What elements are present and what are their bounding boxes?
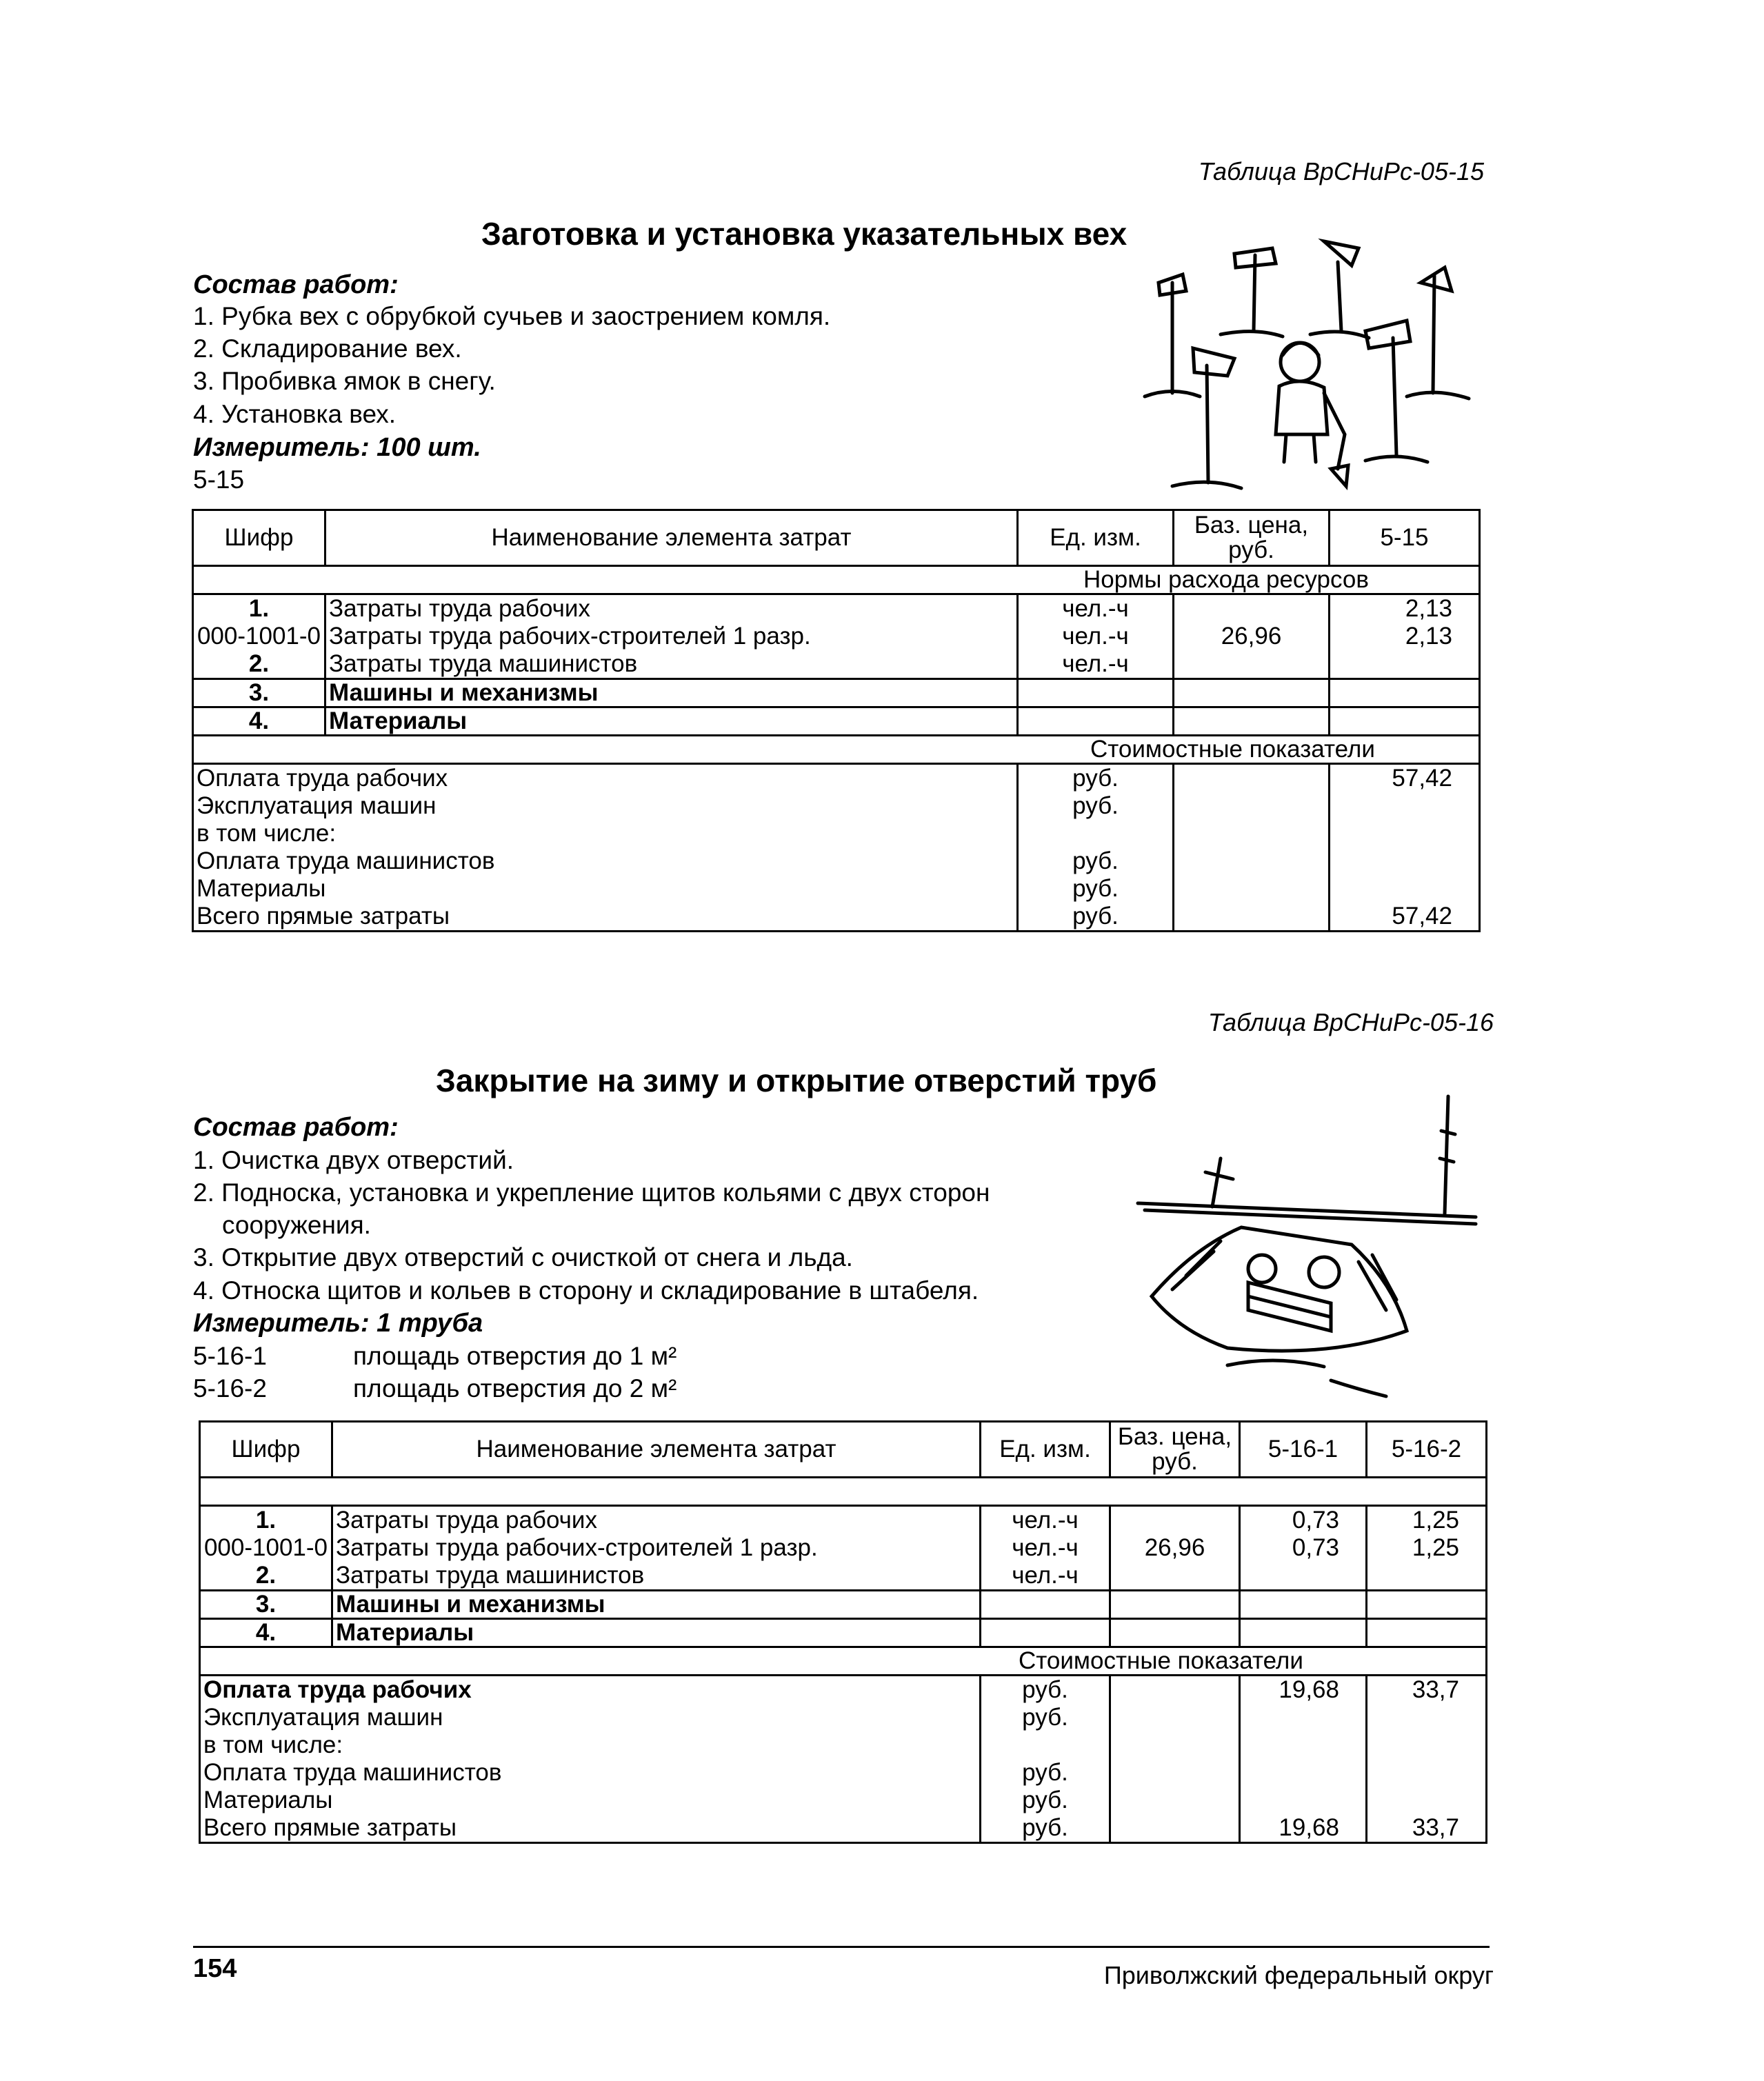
composition-item: 3. Открытие двух отверстий с очисткой от снега и льда. <box>193 1243 853 1271</box>
header-col1: 5-15 <box>1330 510 1480 566</box>
measure-label: Измеритель: 1 труба <box>193 1309 483 1338</box>
row-name: Машины и механизмы <box>332 1591 981 1619</box>
norms-header <box>200 1478 1487 1506</box>
measure-label: Измеритель: 100 шт. <box>193 433 481 462</box>
table-header-row <box>193 510 1480 566</box>
row-name: Материалы <box>325 707 1018 736</box>
header-col1: 5-16-1 <box>1240 1422 1367 1478</box>
norm-values: 2,13 2,13 <box>1330 594 1480 679</box>
norms-header-row <box>200 1478 1487 1506</box>
row-code: 3. <box>193 679 325 707</box>
variant-code: 5-16-2 <box>193 1374 267 1403</box>
marker-poles-illustration <box>1131 228 1490 503</box>
norms-header-row <box>193 566 1480 594</box>
composition-item: 1. Рубка вех с обрубкой сучьев и заострением комля. <box>193 302 831 330</box>
header-unit: Ед. изм. <box>1018 510 1174 566</box>
cost-names: Оплата труда рабочих Эксплуатация машин в том числе: Оплата труда машинистов Материалы Всего прямые затраты <box>193 764 1018 932</box>
norm-names: Затраты труда рабочих Затраты труда рабочих-строителей 1 разр. Затраты труда машинистов <box>325 594 1018 679</box>
table-row <box>200 1506 1487 1591</box>
pipe-closing-illustration <box>1124 1083 1483 1407</box>
header-code: Шифр <box>193 510 325 566</box>
norm-units: чел.-ч чел.-ч чел.-ч <box>1018 594 1174 679</box>
header-price: Баз. цена, руб. <box>1110 1422 1240 1478</box>
cost-header: Стоимостные показатели <box>193 736 1480 764</box>
table-row <box>193 707 1480 736</box>
row-code: 4. <box>200 1619 332 1647</box>
cost-header-row <box>193 736 1480 764</box>
variant-desc: площадь отверстия до 1 м² <box>353 1342 677 1370</box>
composition-item: 4. Относка щитов и кольев в сторону и складирование в штабеля. <box>193 1276 979 1305</box>
norm-units: чел.-ч чел.-ч чел.-ч <box>981 1506 1110 1591</box>
composition-item: 2. Складирование вех. <box>193 334 462 363</box>
cost-values: 57,42 57,42 <box>1330 764 1480 932</box>
section-title: Закрытие на зиму и открытие отверстий труб <box>436 1063 1157 1098</box>
composition-label: Состав работ: <box>193 270 399 299</box>
cost-names: Оплата труда рабочих Эксплуатация машин в том числе: Оплата труда машинистов Материалы Всего прямые затраты <box>200 1676 981 1843</box>
page-number: 154 <box>193 1954 237 1983</box>
composition-item: 2. Подноска, установка и укрепление щитов кольями с двух сторон <box>193 1178 990 1207</box>
norm-codes: 1. 000-1001-0 2. <box>193 594 325 679</box>
norm-values-col1: 0,73 0,73 <box>1240 1506 1367 1591</box>
cost-header: Стоимостные показатели <box>200 1647 1487 1676</box>
table-row <box>200 1676 1487 1843</box>
variant-code: 5-16-1 <box>193 1342 267 1370</box>
cost-values-col1: 19,68 19,68 <box>1240 1676 1367 1843</box>
norm-prices: 26,96 <box>1110 1506 1240 1591</box>
header-col2: 5-16-2 <box>1367 1422 1487 1478</box>
header-code: Шифр <box>200 1422 332 1478</box>
composition-item: 4. Установка вех. <box>193 400 397 428</box>
cost-table <box>199 1420 1487 1844</box>
norm-prices: 26,96 <box>1174 594 1330 679</box>
composition-label: Состав работ: <box>193 1113 399 1142</box>
section-title: Заготовка и установка указательных вех <box>481 216 1127 252</box>
cost-table <box>192 509 1481 932</box>
cost-values-col2: 33,7 33,7 <box>1367 1676 1487 1843</box>
row-name: Материалы <box>332 1619 981 1647</box>
row-code: 4. <box>193 707 325 736</box>
composition-item: 3. Пробивка ямок в снегу. <box>193 367 496 395</box>
table-header-row <box>200 1422 1487 1478</box>
cost-units: руб. руб. руб. руб. руб. <box>981 1676 1110 1843</box>
table-row <box>193 764 1480 932</box>
header-price: Баз. цена, руб. <box>1174 510 1330 566</box>
norm-codes: 1. 000-1001-0 2. <box>200 1506 332 1591</box>
row-code: 3. <box>200 1591 332 1619</box>
cost-header-row <box>200 1647 1487 1676</box>
code-label: 5-15 <box>193 465 245 494</box>
table-caption: Таблица ВрСНиРс-05-16 <box>1207 1008 1494 1036</box>
norm-values-col2: 1,25 1,25 <box>1367 1506 1487 1591</box>
footer-region: Приволжский федеральный округ <box>1103 1961 1494 1989</box>
header-name: Наименование элемента затрат <box>325 510 1018 566</box>
table-row <box>200 1619 1487 1647</box>
cost-units: руб. руб. руб. руб. руб. <box>1018 764 1174 932</box>
composition-item: 1. Очистка двух отверстий. <box>193 1146 514 1174</box>
composition-item: сооружения. <box>222 1211 371 1239</box>
norms-header: Нормы расхода ресурсов <box>193 566 1480 594</box>
table-row <box>193 679 1480 707</box>
header-name: Наименование элемента затрат <box>332 1422 981 1478</box>
variant-desc: площадь отверстия до 2 м² <box>353 1374 677 1403</box>
norm-names: Затраты труда рабочих Затраты труда рабочих-строителей 1 разр. Затраты труда машинистов <box>332 1506 981 1591</box>
footer-divider <box>193 1946 1490 1948</box>
table-row <box>200 1591 1487 1619</box>
row-name: Машины и механизмы <box>325 679 1018 707</box>
table-row <box>193 594 1480 679</box>
table-caption: Таблица ВрСНиРс-05-15 <box>1198 157 1484 185</box>
header-unit: Ед. изм. <box>981 1422 1110 1478</box>
